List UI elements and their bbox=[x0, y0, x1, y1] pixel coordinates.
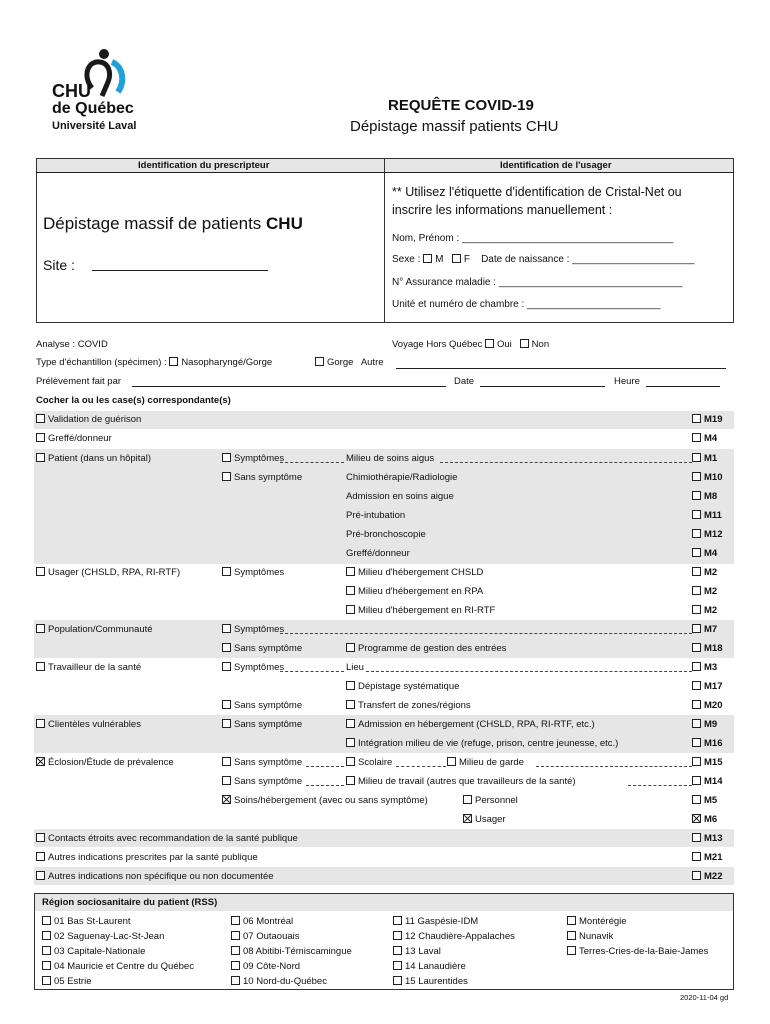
dash-leader bbox=[280, 671, 344, 672]
region-04: 04 Mauricie et Centre du Québec bbox=[42, 961, 194, 972]
m17-checkbox[interactable] bbox=[692, 681, 701, 690]
site-field[interactable] bbox=[92, 270, 268, 271]
site-label: Site : bbox=[43, 257, 75, 273]
code-m2b: M2 bbox=[692, 586, 717, 597]
code-m1: M1 bbox=[692, 453, 717, 464]
name-field[interactable]: Nom, Prénom : ______________________________________ bbox=[392, 233, 674, 244]
travel-oui-checkbox[interactable] bbox=[485, 339, 494, 348]
eclosion-sans2-checkbox[interactable] bbox=[222, 776, 231, 785]
m3-checkbox[interactable] bbox=[692, 662, 701, 671]
r15-checkbox[interactable] bbox=[393, 976, 402, 985]
code-m12: M12 bbox=[692, 529, 722, 540]
code-m21: M21 bbox=[692, 852, 722, 863]
programme-checkbox[interactable] bbox=[346, 643, 355, 652]
region-13: 13 Laval bbox=[393, 946, 441, 957]
travailleur-sans-symptome: Sans symptôme bbox=[222, 700, 302, 711]
prescriber-heading: Identification du prescripteur bbox=[138, 160, 270, 171]
row-greffe: Greffé/donneur bbox=[36, 433, 112, 444]
m9-checkbox[interactable] bbox=[692, 719, 701, 728]
depistage-checkbox[interactable] bbox=[346, 681, 355, 690]
page-subtitle: Dépistage massif patients CHU bbox=[350, 118, 559, 135]
dash-leader bbox=[280, 633, 692, 634]
eclosion-sans-symptome-2: Sans symptôme bbox=[222, 776, 302, 787]
m12-checkbox[interactable] bbox=[692, 529, 701, 538]
milieu-ri: Milieu d'hébergement en RI-RTF bbox=[346, 605, 495, 616]
m14-checkbox[interactable] bbox=[692, 776, 701, 785]
r02-checkbox[interactable] bbox=[42, 931, 51, 940]
code-m7: M7 bbox=[692, 624, 717, 635]
chsld-checkbox[interactable] bbox=[346, 567, 355, 576]
code-m18: M18 bbox=[692, 643, 722, 654]
region-02: 02 Saguenay-Lac-St-Jean bbox=[42, 931, 164, 942]
code-m8: M8 bbox=[692, 491, 717, 502]
code-m4b: M4 bbox=[692, 548, 717, 559]
personnel-checkbox[interactable] bbox=[463, 795, 472, 804]
r05-checkbox[interactable] bbox=[42, 976, 51, 985]
id-header-divider bbox=[36, 172, 734, 173]
row-contacts: Contacts étroits avec recommandation de la santé publique bbox=[36, 833, 298, 844]
travel-non-checkbox[interactable] bbox=[520, 339, 529, 348]
milieu-rpa: Milieu d'hébergement en RPA bbox=[346, 586, 483, 597]
sex-f-checkbox[interactable] bbox=[452, 254, 461, 263]
patient-sans-checkbox[interactable] bbox=[222, 472, 231, 481]
code-m13: M13 bbox=[692, 833, 722, 844]
autres-non-checkbox[interactable] bbox=[36, 871, 45, 880]
r08-checkbox[interactable] bbox=[231, 946, 240, 955]
travailleur-symptomes-checkbox[interactable] bbox=[222, 662, 231, 671]
heure-field[interactable] bbox=[646, 386, 720, 387]
depistage-syst: Dépistage systématique bbox=[346, 681, 459, 692]
user-instructions-1: ** Utilisez l'étiquette d'identification de Cristal-Net ou bbox=[392, 185, 682, 199]
clienteles-sans-checkbox[interactable] bbox=[222, 719, 231, 728]
prescriber-name: Dépistage massif de patients CHU bbox=[43, 214, 303, 233]
lieu: Lieu bbox=[346, 662, 364, 673]
specimen-naso-checkbox[interactable] bbox=[169, 357, 178, 366]
logo-line3: Université Laval bbox=[52, 120, 137, 132]
code-m2c: M2 bbox=[692, 605, 717, 616]
date-label: Date bbox=[454, 376, 475, 387]
sex-m-checkbox[interactable] bbox=[423, 254, 432, 263]
code-m5: M5 bbox=[692, 795, 717, 806]
m2b-checkbox[interactable] bbox=[692, 586, 701, 595]
room-field[interactable]: Unité et numéro de chambre : ________________________ bbox=[392, 299, 661, 310]
m1-checkbox[interactable] bbox=[692, 453, 701, 462]
pre-broncho: Pré-bronchoscopie bbox=[346, 529, 426, 540]
milieu-travail: Milieu de travail (autres que travailleurs de la santé) bbox=[346, 776, 576, 787]
population-symptomes-checkbox[interactable] bbox=[222, 624, 231, 633]
row-usager: Usager (CHSLD, RPA, RI-RTF) bbox=[36, 567, 180, 578]
dash-leader bbox=[366, 671, 692, 672]
r03-checkbox[interactable] bbox=[42, 946, 51, 955]
greffe-checkbox[interactable] bbox=[36, 433, 45, 442]
band-patient bbox=[34, 449, 734, 564]
row-eclosion: Éclosion/Étude de prévalence bbox=[36, 757, 174, 768]
travailleur-sans-checkbox[interactable] bbox=[222, 700, 231, 709]
m2a-checkbox[interactable] bbox=[692, 567, 701, 576]
clienteles-checkbox[interactable] bbox=[36, 719, 45, 728]
usager-symptomes: Symptômes bbox=[222, 567, 284, 578]
milieu-chsld: Milieu d'hébergement CHSLD bbox=[346, 567, 483, 578]
scolaire: Scolaire bbox=[346, 757, 392, 768]
eclosion-sans1-checkbox[interactable] bbox=[222, 757, 231, 766]
specimen-gorge: Gorge Autre bbox=[315, 357, 384, 368]
code-m2a: M2 bbox=[692, 567, 717, 578]
integration: Intégration milieu de vie (refuge, prison, centre jeunesse, etc.) bbox=[346, 738, 618, 749]
row-population: Population/Communauté bbox=[36, 624, 153, 635]
m2c-checkbox[interactable] bbox=[692, 605, 701, 614]
pre-intubation: Pré-intubation bbox=[346, 510, 406, 521]
specimen-autre-field[interactable] bbox=[396, 368, 726, 369]
contacts-checkbox[interactable] bbox=[36, 833, 45, 842]
patient-symptomes: Symptômes bbox=[222, 453, 284, 464]
region-06: 06 Montréal bbox=[231, 916, 293, 927]
validation-checkbox[interactable] bbox=[36, 414, 45, 423]
specimen-gorge-checkbox[interactable] bbox=[315, 357, 324, 366]
logo-line1: CHU bbox=[52, 81, 91, 101]
monteregie-checkbox[interactable] bbox=[567, 916, 576, 925]
integration-checkbox[interactable] bbox=[346, 738, 355, 747]
specimen-row: Type d'échantillon (spécimen) : Nasopharyngé/Gorge bbox=[36, 357, 273, 368]
code-m9: M9 bbox=[692, 719, 717, 730]
m22-checkbox[interactable] bbox=[692, 871, 701, 880]
region-monteregie: Montérégie bbox=[567, 916, 627, 927]
m16-checkbox[interactable] bbox=[692, 738, 701, 747]
code-m10: M10 bbox=[692, 472, 722, 483]
code-m19: M19 bbox=[692, 414, 722, 425]
usager-checkbox[interactable] bbox=[36, 567, 45, 576]
m4b-checkbox[interactable] bbox=[692, 548, 701, 557]
r01-checkbox[interactable] bbox=[42, 916, 51, 925]
m19-checkbox[interactable] bbox=[692, 414, 701, 423]
region-heading: Région sociosanitaire du patient (RSS) bbox=[42, 897, 218, 908]
region-05: 05 Estrie bbox=[42, 976, 92, 987]
m10-checkbox[interactable] bbox=[692, 472, 701, 481]
code-m3: M3 bbox=[692, 662, 717, 673]
usager-option-checkbox[interactable] bbox=[463, 814, 472, 823]
dash-leader bbox=[628, 785, 692, 786]
programme: Programme de gestion des entrées bbox=[346, 643, 506, 654]
region-15: 15 Laurentides bbox=[393, 976, 468, 987]
population-sans-checkbox[interactable] bbox=[222, 643, 231, 652]
milieu-garde: Milieu de garde bbox=[447, 757, 524, 768]
autres-prescrites-checkbox[interactable] bbox=[36, 852, 45, 861]
m11-checkbox[interactable] bbox=[692, 510, 701, 519]
region-08: 08 Abitibi-Témiscamingue bbox=[231, 946, 352, 957]
region-12: 12 Chaudière-Appalaches bbox=[393, 931, 515, 942]
code-m11: M11 bbox=[692, 510, 722, 521]
code-m6: M6 bbox=[692, 814, 717, 825]
greffe-donneur: Greffé/donneur bbox=[346, 548, 410, 559]
row-autres-prescrites: Autres indications prescrites par la santé publique bbox=[36, 852, 258, 863]
admission-aigue: Admission en soins aigue bbox=[346, 491, 454, 502]
scolaire-checkbox[interactable] bbox=[346, 757, 355, 766]
region-14: 14 Lanaudière bbox=[393, 961, 466, 972]
version-footer: 2020-11-04 gd bbox=[680, 993, 729, 1002]
travailleur-symptomes: Symptômes bbox=[222, 662, 284, 673]
r10-checkbox[interactable] bbox=[231, 976, 240, 985]
eclosion-soins: Soins/hébergement (avec ou sans symptôme) bbox=[222, 795, 428, 806]
eclosion-sans-symptome-1: Sans symptôme bbox=[222, 757, 302, 768]
patient-sans-symptome: Sans symptôme bbox=[222, 472, 302, 483]
code-m17: M17 bbox=[692, 681, 722, 692]
milieu-travail-checkbox[interactable] bbox=[346, 776, 355, 785]
r11-checkbox[interactable] bbox=[393, 916, 402, 925]
usager-symptomes-checkbox[interactable] bbox=[222, 567, 231, 576]
user-heading: Identification de l'usager bbox=[500, 160, 612, 171]
prescriber-box bbox=[36, 158, 385, 323]
terres-cries-checkbox[interactable] bbox=[567, 946, 576, 955]
code-m4: M4 bbox=[692, 433, 717, 444]
dash-leader bbox=[396, 766, 446, 767]
region-01: 01 Bas St-Laurent bbox=[42, 916, 131, 927]
code-m15: M15 bbox=[692, 757, 722, 768]
population-symptomes: Symptômes bbox=[222, 624, 284, 635]
r06-checkbox[interactable] bbox=[231, 916, 240, 925]
ri-checkbox[interactable] bbox=[346, 605, 355, 614]
m15-checkbox[interactable] bbox=[692, 757, 701, 766]
personnel: Personnel bbox=[463, 795, 518, 806]
region-07: 07 Outaouais bbox=[231, 931, 300, 942]
row-travailleur: Travailleur de la santé bbox=[36, 662, 141, 673]
row-autres-non: Autres indications non spécifique ou non documentée bbox=[36, 871, 274, 882]
m20-checkbox[interactable] bbox=[692, 700, 701, 709]
r13-checkbox[interactable] bbox=[393, 946, 402, 955]
collected-by-label: Prélèvement fait par bbox=[36, 376, 122, 387]
code-m16: M16 bbox=[692, 738, 722, 749]
admission-heb-checkbox[interactable] bbox=[346, 719, 355, 728]
heure-label: Heure bbox=[614, 376, 640, 387]
r12-checkbox[interactable] bbox=[393, 931, 402, 940]
region-09: 09 Côte-Nord bbox=[231, 961, 300, 972]
r14-checkbox[interactable] bbox=[393, 961, 402, 970]
row-validation: Validation de guérison bbox=[36, 414, 141, 425]
page-title: REQUÊTE COVID-19 bbox=[388, 97, 534, 114]
analysis-label: Analyse : COVID bbox=[36, 339, 108, 350]
patient-checkbox[interactable] bbox=[36, 453, 45, 462]
region-10: 10 Nord-du-Québec bbox=[231, 976, 327, 987]
m21-checkbox[interactable] bbox=[692, 852, 701, 861]
m7-checkbox[interactable] bbox=[692, 624, 701, 633]
population-sans-symptome: Sans symptôme bbox=[222, 643, 302, 654]
m4-checkbox[interactable] bbox=[692, 433, 701, 442]
m8-checkbox[interactable] bbox=[692, 491, 701, 500]
usager-option: Usager bbox=[463, 814, 506, 825]
row-clienteles: Clientèles vulnérables bbox=[36, 719, 141, 730]
transfert-checkbox[interactable] bbox=[346, 700, 355, 709]
nunavik-checkbox[interactable] bbox=[567, 931, 576, 940]
dash-leader bbox=[306, 766, 344, 767]
m18-checkbox[interactable] bbox=[692, 643, 701, 652]
r09-checkbox[interactable] bbox=[231, 961, 240, 970]
milieu-soins-aigus: Milieu de soins aigus bbox=[346, 453, 435, 464]
user-instructions-2: inscrire les informations manuellement : bbox=[392, 203, 613, 217]
region-03: 03 Capitale-Nationale bbox=[42, 946, 145, 957]
date-field[interactable] bbox=[480, 386, 605, 387]
clienteles-sans-symptome: Sans symptôme bbox=[222, 719, 302, 730]
m6-checkbox[interactable] bbox=[692, 814, 701, 823]
travel-row: Voyage Hors Québec Oui Non bbox=[392, 339, 550, 350]
check-heading: Cocher la ou les case(s) correspondante(s) bbox=[36, 395, 231, 406]
patient-symptomes-checkbox[interactable] bbox=[222, 453, 231, 462]
r04-checkbox[interactable] bbox=[42, 961, 51, 970]
dash-leader bbox=[306, 785, 344, 786]
code-m22: M22 bbox=[692, 871, 722, 882]
admission-heb: Admission en hébergement (CHSLD, RPA, RI-RTF, etc.) bbox=[346, 719, 595, 730]
chimio: Chimiothérapie/Radiologie bbox=[346, 472, 458, 483]
region-terres-cries: Terres-Cries-de-la-Baie-James bbox=[567, 946, 708, 957]
population-checkbox[interactable] bbox=[36, 624, 45, 633]
eclosion-soins-checkbox[interactable] bbox=[222, 795, 231, 804]
region-11: 11 Gaspésie-IDM bbox=[393, 916, 478, 927]
milieu-garde-checkbox[interactable] bbox=[447, 757, 456, 766]
transfert: Transfert de zones/régions bbox=[346, 700, 471, 711]
collected-by-field[interactable] bbox=[132, 386, 446, 387]
code-m20: M20 bbox=[692, 700, 722, 711]
code-m14: M14 bbox=[692, 776, 722, 787]
insurance-field[interactable]: N° Assurance maladie : _________________________________ bbox=[392, 277, 683, 288]
sex-row: Sexe : M F Date de naissance : ______________________ bbox=[392, 254, 695, 265]
dash-leader bbox=[440, 462, 692, 463]
dash-leader bbox=[280, 462, 344, 463]
region-nunavik: Nunavik bbox=[567, 931, 613, 942]
m5-checkbox[interactable] bbox=[692, 795, 701, 804]
eclosion-checkbox[interactable] bbox=[36, 757, 45, 766]
travailleur-checkbox[interactable] bbox=[36, 662, 45, 671]
m13-checkbox[interactable] bbox=[692, 833, 701, 842]
rpa-checkbox[interactable] bbox=[346, 586, 355, 595]
r07-checkbox[interactable] bbox=[231, 931, 240, 940]
logo-line2: de Québec bbox=[52, 100, 134, 117]
dash-leader bbox=[536, 766, 692, 767]
row-patient: Patient (dans un hôpital) bbox=[36, 453, 151, 464]
birth-date-field[interactable]: Date de naissance : ______________________ bbox=[481, 254, 695, 265]
